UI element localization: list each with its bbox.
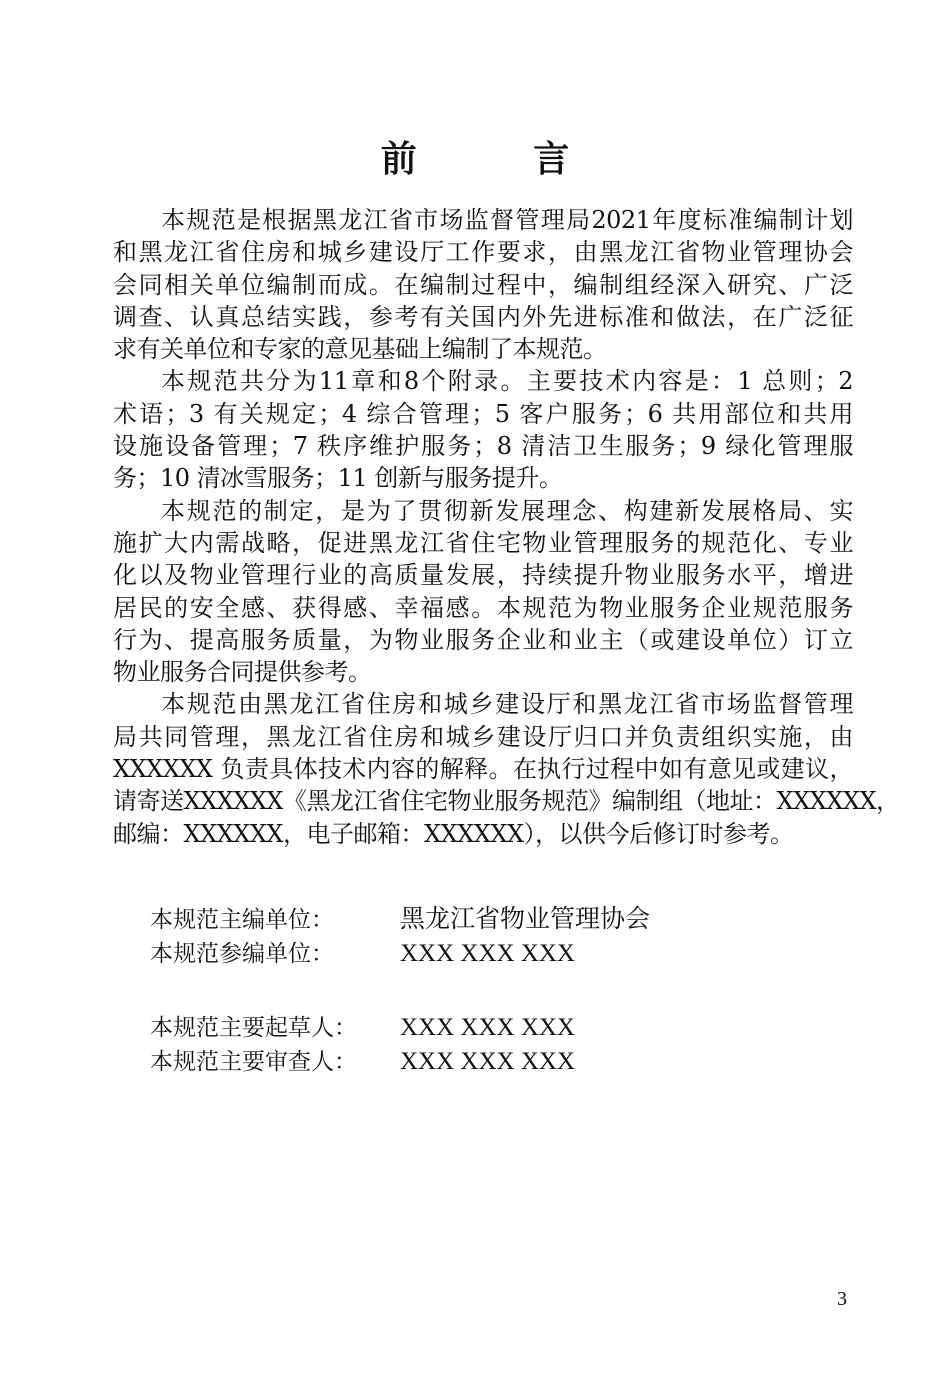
text-line: XXXXXX 负责具体技术内容的解释。在执行过程中如有意见或建议， [113, 755, 853, 784]
credits-block [150, 903, 650, 1079]
text-line: 求有关单位和专家的意见基础上编制了本规范。 [113, 335, 607, 364]
text-line: 本规范的制定，是为了贯彻新发展理念、构建新发展格局、实 [161, 496, 853, 525]
paragraph-4 [113, 688, 900, 849]
paragraph-1 [113, 204, 853, 365]
text-line: 会同相关单位编制而成。在编制过程中，编制组经深入研究、广泛 [113, 270, 853, 299]
credit-co-editors [150, 937, 650, 971]
paragraph-2 [113, 365, 853, 494]
text-line: 本规范共分为11章和8个附录。主要技术内容是：1 总则；2 [161, 367, 853, 396]
credit-value: XXX XXX XXX [400, 1014, 575, 1041]
credit-label: 本规范主要起草人： [150, 1015, 357, 1041]
text-line: 物业服务合同提供参考。 [113, 658, 372, 687]
paragraph-3 [113, 495, 853, 689]
credit-drafters [150, 1011, 650, 1045]
credit-value: XXX XXX XXX [400, 940, 575, 967]
page-number: 3 [837, 1288, 847, 1310]
page-title: 前 言 [380, 139, 622, 180]
text-line: 化以及物业管理行业的高质量发展，持续提升物业服务水平，增进 [113, 561, 853, 590]
text-line: 术语；3 有关规定；4 综合管理；5 客户服务；6 共用部位和共用 [113, 399, 853, 428]
credit-label: 本规范参编单位： [150, 941, 334, 967]
text-line: 请寄送XXXXXX《黑龙江省住宅物业服务规范》编制组（地址：XXXXXX， [113, 787, 900, 816]
credit-chief-editor [150, 903, 650, 937]
credit-value: XXX XXX XXX [400, 1048, 575, 1075]
text-line: 本规范是根据黑龙江省市场监督管理局2021年度标准编制计划 [161, 206, 853, 234]
text-line: 局共同管理，黑龙江省住房和城乡建设厅归口并负责组织实施，由 [113, 722, 853, 751]
text-line: 务；10 清冰雪服务；11 创新与服务提升。 [113, 464, 563, 493]
credit-value: 黑龙江省物业管理协会 [400, 906, 651, 933]
text-line: 本规范由黑龙江省住房和城乡建设厅和黑龙江省市场监督管理 [161, 690, 853, 719]
credit-reviewers [150, 1045, 650, 1079]
text-line: 居民的安全感、获得感、幸福感。本规范为物业服务企业规范服务 [113, 593, 853, 622]
credit-label: 本规范主编单位： [150, 907, 334, 933]
text-line: 调查、认真总结实践，参考有关国内外先进标准和做法，在广泛征 [113, 302, 853, 331]
text-line: 设施设备管理；7 秩序维护服务；8 清洁卫生服务；9 绿化管理服 [113, 432, 853, 461]
text-line: 施扩大内需战略，促进黑龙江省住宅物业管理服务的规范化、专业 [113, 528, 853, 557]
text-line: 和黑龙江省住房和城乡建设厅工作要求，由黑龙江省物业管理协会 [113, 238, 853, 267]
preface-body [113, 204, 900, 850]
credit-label: 本规范主要审查人： [150, 1049, 357, 1075]
text-line: 行为、提高服务质量，为物业服务企业和业主（或建设单位）订立 [113, 625, 853, 654]
text-line: 邮编：XXXXXX，电子邮箱：XXXXXX），以供今后修订时参考。 [113, 819, 794, 848]
